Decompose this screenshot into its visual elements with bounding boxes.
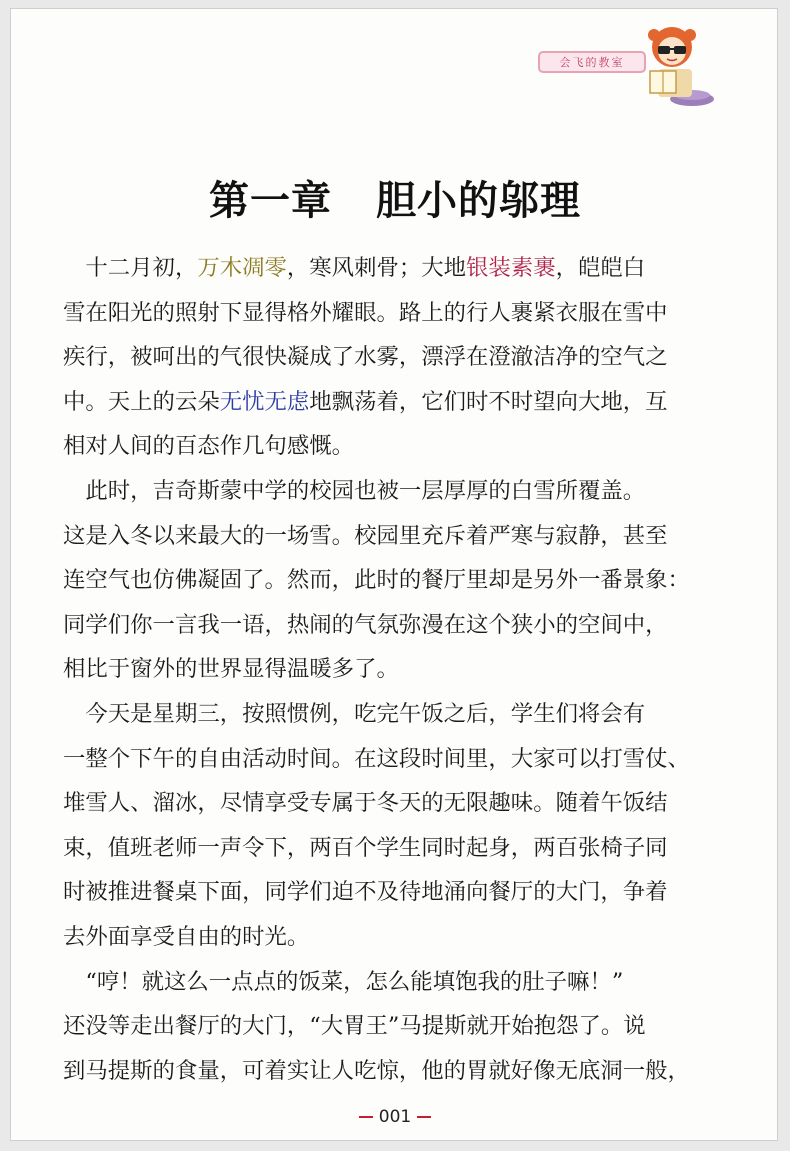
text-line: 相对人间的百态作几句感慨。 [63,433,355,460]
page-number-dash-right [417,1116,431,1118]
text-line: 去外面享受自由的时光。 [63,923,310,950]
highlight-idiom: 万木凋零 [197,255,287,281]
paragraph-2 [63,469,703,692]
book-page [10,8,778,1141]
highlight-idiom: 银装素裹 [466,255,556,281]
text-line: 到马提斯的食量，可着实让人吃惊，他的胃就好像无底洞一般， [63,1057,690,1084]
paragraph-4 [63,960,703,1094]
text-line: 疾行，被呵出的气很快凝成了水雾，漂浮在澄澈洁净的空气之 [63,344,668,371]
series-badge [538,51,646,73]
text-line: 堆雪人、溜冰，尽情享受专属于冬天的无限趣味。随着午饭结 [63,790,668,817]
text-line: 中。天上的云朵无忧无虑地飘荡着，它们时不时望向大地，互 [63,388,668,415]
text-line: 雪在阳光的照射下显得格外耀眼。路上的行人裹紧衣服在雪中 [63,299,668,326]
text-line: 这是入冬以来最大的一场雪。校园里充斥着严寒与寂静，甚至 [63,522,668,549]
page-number-dash-left [359,1116,373,1118]
text-line: 一整个下午的自由活动时间。在这段时间里，大家可以打雪仗、 [63,745,690,772]
text-line: 同学们你一言我一语，热闹的气氛弥漫在这个狭小的空间中， [63,611,668,638]
page-number-text: 001 [378,1107,412,1127]
text-line: 相比于窗外的世界显得温暖多了。 [63,656,399,683]
page-number [11,1107,779,1127]
text-line: 此时，吉奇斯蒙中学的校园也被一层厚厚的白雪所覆盖。 [63,477,646,504]
text-line: 今天是星期三，按照惯例，吃完午饭之后，学生们将会有 [63,700,646,727]
paragraph-1 [63,246,703,469]
chapter-number: 第一章 [209,177,332,224]
text-line: “哼！就这么一点点的饭菜，怎么能填饱我的肚子嘛！” [63,968,624,995]
reading-girl-illustration [636,21,716,109]
text-line: 时被推进餐桌下面，同学们迫不及待地涌向餐厅的大门，争着 [63,879,668,906]
highlight-idiom: 无忧无虑 [219,388,310,415]
chapter-body [63,246,703,1093]
text-line: 十二月初，万木凋零，寒风刺骨；大地银装素裹，皑皑白 [63,255,646,281]
series-badge-text: 会飞的教室 [559,56,625,69]
text-line: 束，值班老师一声令下，两百个学生同时起身，两百张椅子同 [63,834,668,861]
chapter-title [11,169,779,226]
chapter-name: 胆小的邬理 [376,177,581,224]
paragraph-3 [63,692,703,960]
text-line: 还没等走出餐厅的大门，“大胃王”马提斯就开始抱怨了。说 [63,1013,646,1040]
text-line: 连空气也仿佛凝固了。然而，此时的餐厅里却是另外一番景象： [63,567,690,594]
